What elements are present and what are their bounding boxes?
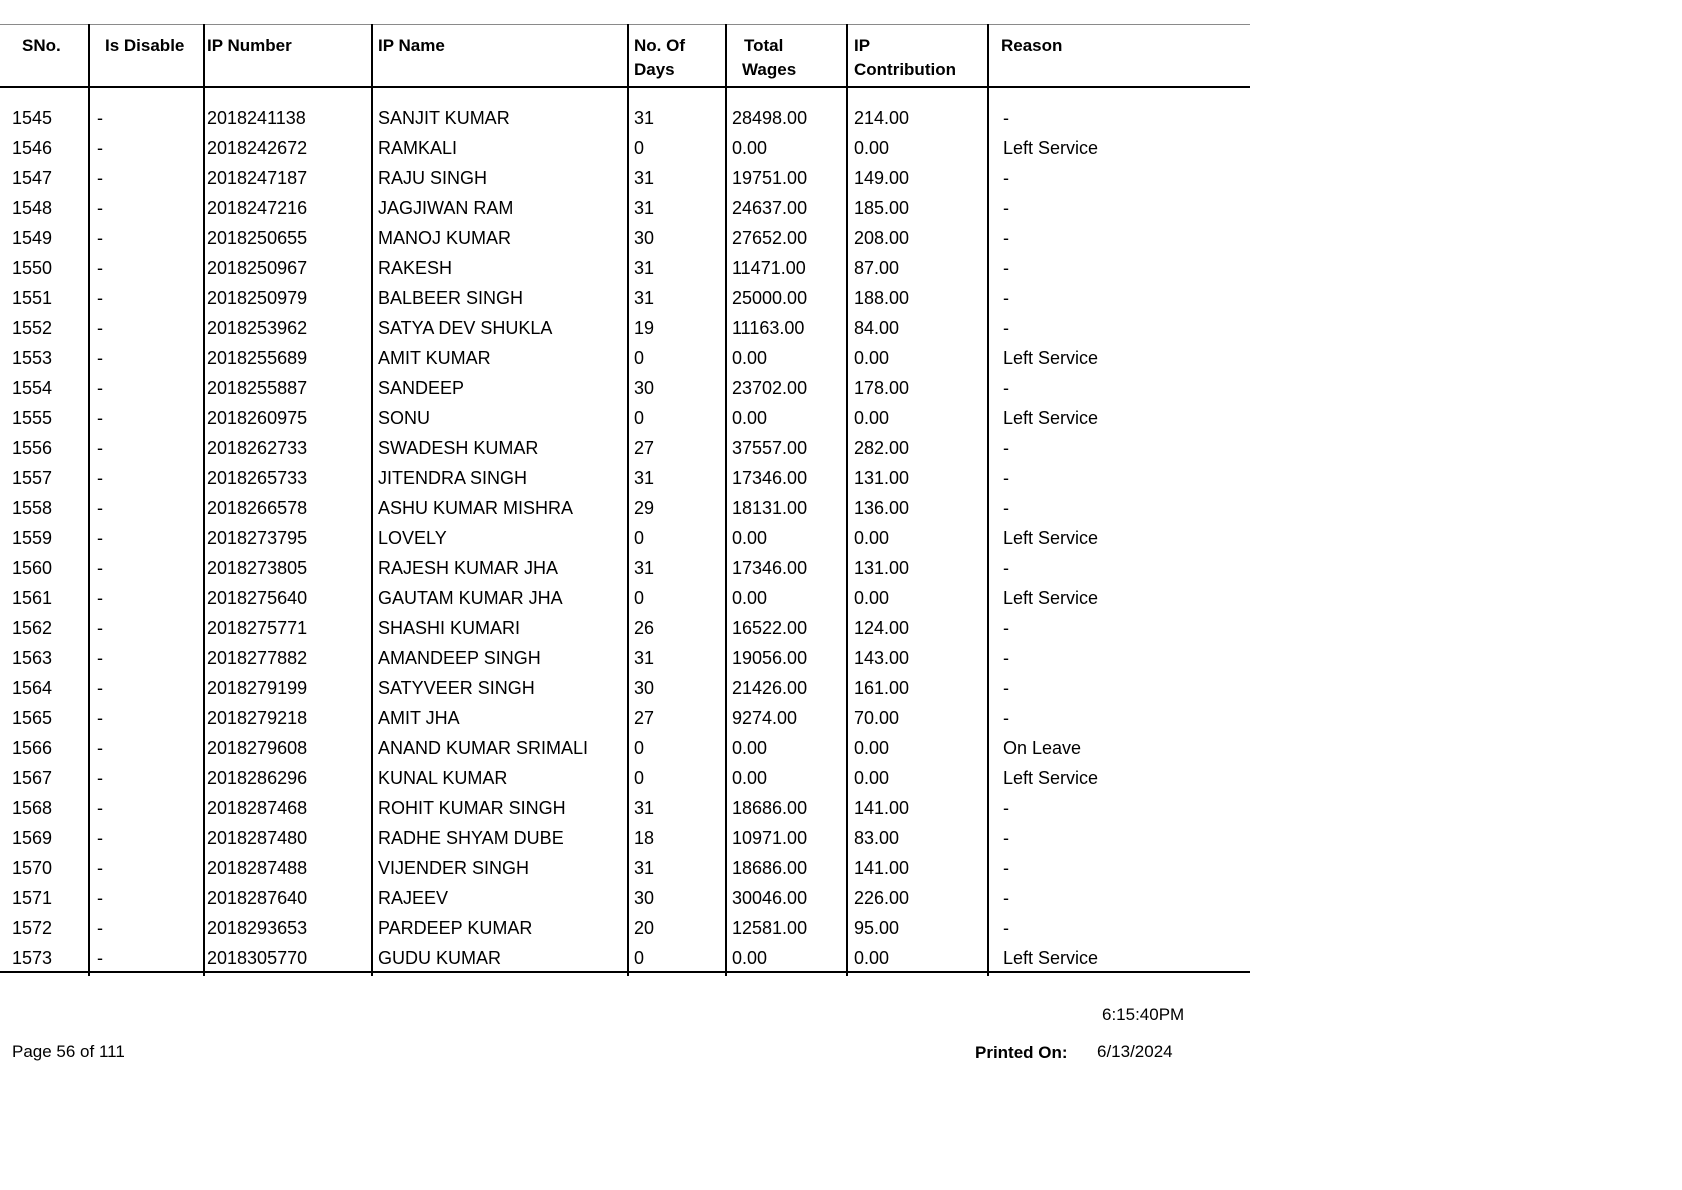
cell-reason: Left Service [1003, 948, 1099, 968]
cell-sno: 1558 [12, 498, 53, 518]
cell-ip-number: 2018273805 [207, 558, 308, 578]
cell-ip-number: 2018247187 [207, 168, 308, 188]
header-bottom-rule [0, 86, 1250, 88]
cell-sno: 1559 [12, 528, 53, 548]
cell-ip-number: 2018275640 [207, 588, 308, 608]
cell-ip-name: MANOJ KUMAR [378, 228, 512, 248]
cell-ip-contribution: 131.00 [854, 558, 910, 578]
cell-ip-name: VIJENDER SINGH [378, 858, 530, 878]
cell-ip-name: SONU [378, 408, 431, 428]
cell-no-of-days: 0 [634, 588, 645, 608]
cell-ip-contribution: 136.00 [854, 498, 910, 518]
cell-total-wages: 18131.00 [732, 498, 808, 518]
cell-sno: 1570 [12, 858, 53, 878]
cell-total-wages: 28498.00 [732, 108, 808, 128]
cell-no-of-days: 27 [634, 708, 655, 728]
cell-no-of-days: 0 [634, 948, 645, 968]
cell-ip-number: 2018293653 [207, 918, 308, 938]
cell-total-wages: 0.00 [732, 948, 768, 968]
cell-reason: Left Service [1003, 588, 1099, 608]
cell-ip-number: 2018273795 [207, 528, 308, 548]
cell-ip-name: ASHU KUMAR MISHRA [378, 498, 574, 518]
cell-ip-contribution: 0.00 [854, 138, 890, 158]
table-row [0, 943, 1250, 973]
cell-ip-number: 2018242672 [207, 138, 308, 158]
cell-total-wages: 0.00 [732, 768, 768, 788]
cell-is-disable: - [97, 858, 103, 878]
cell-total-wages: 21426.00 [732, 678, 808, 698]
cell-reason: - [1003, 918, 1009, 938]
cell-total-wages: 11163.00 [732, 318, 805, 338]
cell-reason: On Leave [1003, 738, 1082, 758]
cell-ip-contribution: 143.00 [854, 648, 910, 668]
cell-ip-number: 2018241138 [207, 108, 306, 128]
header-line: Days [634, 60, 675, 79]
cell-is-disable: - [97, 228, 103, 248]
table-row [0, 553, 1250, 583]
cell-no-of-days: 0 [634, 768, 645, 788]
cell-is-disable: - [97, 108, 103, 128]
cell-sno: 1548 [12, 198, 53, 218]
cell-no-of-days: 31 [634, 288, 655, 308]
cell-is-disable: - [97, 318, 103, 338]
cell-ip-contribution: 141.00 [854, 858, 910, 878]
cell-ip-name: RAMKALI [378, 138, 458, 158]
cell-is-disable: - [97, 888, 103, 908]
cell-no-of-days: 30 [634, 378, 655, 398]
cell-ip-contribution: 0.00 [854, 738, 890, 758]
cell-ip-contribution: 226.00 [854, 888, 910, 908]
cell-ip-name: ROHIT KUMAR SINGH [378, 798, 566, 818]
cell-ip-contribution: 161.00 [854, 678, 910, 698]
cell-ip-name: SANJIT KUMAR [378, 108, 510, 128]
cell-ip-name: PARDEEP KUMAR [378, 918, 533, 938]
cell-no-of-days: 0 [634, 528, 645, 548]
cell-sno: 1556 [12, 438, 53, 458]
cell-no-of-days: 26 [634, 618, 655, 638]
cell-no-of-days: 30 [634, 678, 655, 698]
cell-sno: 1551 [12, 288, 53, 308]
cell-ip-name: RADHE SHYAM DUBE [378, 828, 564, 848]
cell-total-wages: 30046.00 [732, 888, 808, 908]
cell-total-wages: 0.00 [732, 138, 768, 158]
cell-sno: 1547 [12, 168, 53, 188]
cell-sno: 1554 [12, 378, 53, 398]
table-row [0, 853, 1250, 883]
cell-sno: 1573 [12, 948, 53, 968]
table-row [0, 523, 1250, 553]
cell-no-of-days: 0 [634, 348, 645, 368]
header-no-of-days [634, 34, 685, 82]
table-row [0, 463, 1250, 493]
header-ip-number [207, 34, 292, 58]
cell-reason: Left Service [1003, 408, 1099, 428]
cell-is-disable: - [97, 648, 103, 668]
cell-reason: - [1003, 798, 1009, 818]
cell-total-wages: 19751.00 [732, 168, 808, 188]
cell-total-wages: 16522.00 [732, 618, 808, 638]
cell-total-wages: 10971.00 [732, 828, 808, 848]
table-row [0, 763, 1250, 793]
header-line: IP Name [378, 36, 445, 55]
cell-ip-name: AMANDEEP SINGH [378, 648, 541, 668]
cell-sno: 1555 [12, 408, 53, 428]
cell-no-of-days: 20 [634, 918, 655, 938]
cell-is-disable: - [97, 408, 103, 428]
cell-sno: 1552 [12, 318, 53, 338]
header-ip-contribution [854, 34, 956, 82]
cell-no-of-days: 31 [634, 858, 655, 878]
cell-total-wages: 9274.00 [732, 708, 798, 728]
cell-ip-contribution: 87.00 [854, 258, 900, 278]
cell-reason: - [1003, 258, 1009, 278]
table-row [0, 193, 1250, 223]
cell-is-disable: - [97, 138, 103, 158]
cell-is-disable: - [97, 498, 103, 518]
cell-no-of-days: 31 [634, 198, 655, 218]
cell-no-of-days: 27 [634, 438, 655, 458]
cell-reason: - [1003, 888, 1009, 908]
cell-reason: - [1003, 318, 1009, 338]
cell-ip-contribution: 178.00 [854, 378, 910, 398]
cell-total-wages: 0.00 [732, 588, 768, 608]
cell-total-wages: 18686.00 [732, 858, 808, 878]
table-row [0, 163, 1250, 193]
header-line: IP Number [207, 36, 292, 55]
table-row [0, 913, 1250, 943]
cell-ip-contribution: 0.00 [854, 528, 890, 548]
cell-ip-contribution: 185.00 [854, 198, 910, 218]
cell-total-wages: 18686.00 [732, 798, 808, 818]
table-row [0, 643, 1250, 673]
cell-ip-number: 2018277882 [207, 648, 308, 668]
table-row [0, 613, 1250, 643]
cell-is-disable: - [97, 378, 103, 398]
cell-total-wages: 23702.00 [732, 378, 808, 398]
cell-no-of-days: 0 [634, 738, 645, 758]
cell-no-of-days: 19 [634, 318, 655, 338]
cell-ip-name: RAKESH [378, 258, 453, 278]
table-row [0, 343, 1250, 373]
header-line: SNo. [22, 36, 61, 55]
cell-is-disable: - [97, 468, 103, 488]
cell-ip-name: BALBEER SINGH [378, 288, 524, 308]
table-row [0, 223, 1250, 253]
cell-reason: - [1003, 648, 1009, 668]
table-row [0, 583, 1250, 613]
cell-ip-contribution: 124.00 [854, 618, 910, 638]
cell-reason: - [1003, 288, 1009, 308]
cell-reason: Left Service [1003, 348, 1099, 368]
cell-ip-number: 2018250655 [207, 228, 308, 248]
cell-reason: - [1003, 108, 1009, 128]
cell-reason: - [1003, 558, 1009, 578]
cell-ip-name: JITENDRA SINGH [378, 468, 528, 488]
cell-is-disable: - [97, 678, 103, 698]
printed-on-label: Printed On: [975, 1043, 1068, 1062]
cell-reason: - [1003, 468, 1009, 488]
header-line: Contribution [854, 60, 956, 79]
cell-sno: 1560 [12, 558, 53, 578]
cell-ip-number: 2018250979 [207, 288, 308, 308]
cell-ip-number: 2018287488 [207, 858, 308, 878]
cell-sno: 1557 [12, 468, 53, 488]
cell-ip-contribution: 149.00 [854, 168, 910, 188]
table-row [0, 283, 1250, 313]
cell-ip-contribution: 282.00 [854, 438, 910, 458]
cell-ip-number: 2018262733 [207, 438, 308, 458]
table-row [0, 823, 1250, 853]
cell-reason: Left Service [1003, 528, 1099, 548]
cell-is-disable: - [97, 708, 103, 728]
cell-ip-number: 2018253962 [207, 318, 308, 338]
cell-no-of-days: 31 [634, 258, 655, 278]
cell-is-disable: - [97, 198, 103, 218]
cell-total-wages: 17346.00 [732, 558, 808, 578]
cell-total-wages: 25000.00 [732, 288, 808, 308]
cell-sno: 1564 [12, 678, 53, 698]
cell-total-wages: 0.00 [732, 528, 768, 548]
cell-no-of-days: 31 [634, 168, 655, 188]
cell-ip-number: 2018265733 [207, 468, 308, 488]
cell-ip-number: 2018255887 [207, 378, 308, 398]
cell-total-wages: 0.00 [732, 738, 768, 758]
cell-is-disable: - [97, 948, 103, 968]
cell-reason: - [1003, 168, 1009, 188]
cell-reason: - [1003, 438, 1009, 458]
print-time: 6:15:40PM [1102, 1005, 1185, 1024]
cell-sno: 1563 [12, 648, 53, 668]
cell-reason: Left Service [1003, 768, 1099, 788]
table-row [0, 673, 1250, 703]
cell-ip-number: 2018279608 [207, 738, 308, 758]
cell-ip-contribution: 214.00 [854, 108, 910, 128]
cell-ip-number: 2018266578 [207, 498, 308, 518]
cell-ip-name: GUDU KUMAR [378, 948, 502, 968]
page-number: Page 56 of 111 [12, 1042, 125, 1061]
table-row [0, 703, 1250, 733]
printed-on-date: 6/13/2024 [1097, 1042, 1173, 1061]
header-line: Total [744, 36, 784, 55]
cell-reason: - [1003, 828, 1009, 848]
cell-ip-name: RAJESH KUMAR JHA [378, 558, 559, 578]
cell-ip-name: SWADESH KUMAR [378, 438, 539, 458]
table-row [0, 493, 1250, 523]
cell-total-wages: 27652.00 [732, 228, 808, 248]
cell-ip-name: GAUTAM KUMAR JHA [378, 588, 563, 608]
cell-ip-number: 2018279218 [207, 708, 308, 728]
cell-ip-name: RAJU SINGH [378, 168, 488, 188]
cell-total-wages: 0.00 [732, 408, 768, 428]
cell-no-of-days: 31 [634, 468, 655, 488]
table-row [0, 313, 1250, 343]
cell-ip-name: AMIT JHA [378, 708, 460, 728]
cell-reason: - [1003, 678, 1009, 698]
header-reason [1001, 34, 1062, 58]
cell-ip-contribution: 0.00 [854, 588, 890, 608]
cell-ip-contribution: 0.00 [854, 948, 890, 968]
cell-ip-contribution: 0.00 [854, 768, 890, 788]
cell-is-disable: - [97, 918, 103, 938]
cell-sno: 1562 [12, 618, 53, 638]
cell-ip-number: 2018287640 [207, 888, 308, 908]
cell-ip-number: 2018255689 [207, 348, 308, 368]
cell-sno: 1567 [12, 768, 53, 788]
cell-sno: 1565 [12, 708, 53, 728]
table-row [0, 133, 1250, 163]
cell-is-disable: - [97, 618, 103, 638]
cell-ip-contribution: 83.00 [854, 828, 900, 848]
cell-no-of-days: 30 [634, 888, 655, 908]
table-row [0, 373, 1250, 403]
cell-reason: - [1003, 858, 1009, 878]
table-row [0, 403, 1250, 433]
cell-reason: - [1003, 378, 1009, 398]
cell-sno: 1569 [12, 828, 53, 848]
cell-ip-number: 2018305770 [207, 948, 308, 968]
header-line: Is Disable [105, 36, 185, 55]
table-row [0, 253, 1250, 283]
cell-ip-name: SATYVEER SINGH [378, 678, 535, 698]
table-top-rule [0, 24, 1250, 25]
cell-is-disable: - [97, 588, 103, 608]
cell-total-wages: 12581.00 [732, 918, 808, 938]
cell-reason: - [1003, 708, 1009, 728]
cell-total-wages: 24637.00 [732, 198, 808, 218]
cell-ip-name: RAJEEV [378, 888, 449, 908]
cell-ip-contribution: 84.00 [854, 318, 900, 338]
cell-no-of-days: 0 [634, 408, 645, 428]
cell-reason: Left Service [1003, 138, 1099, 158]
header-line: IP [854, 36, 871, 55]
table-row [0, 103, 1250, 133]
cell-is-disable: - [97, 768, 103, 788]
cell-no-of-days: 18 [634, 828, 655, 848]
cell-is-disable: - [97, 258, 103, 278]
cell-total-wages: 19056.00 [732, 648, 808, 668]
table-row [0, 733, 1250, 763]
cell-no-of-days: 0 [634, 138, 645, 158]
cell-ip-number: 2018279199 [207, 678, 308, 698]
table-row [0, 793, 1250, 823]
cell-ip-name: SHASHI KUMARI [378, 618, 521, 638]
header-total-wages [742, 34, 796, 82]
cell-reason: - [1003, 198, 1009, 218]
cell-ip-contribution: 0.00 [854, 348, 890, 368]
cell-sno: 1550 [12, 258, 53, 278]
cell-sno: 1572 [12, 918, 53, 938]
cell-is-disable: - [97, 288, 103, 308]
cell-ip-name: AMIT KUMAR [378, 348, 491, 368]
cell-ip-number: 2018287480 [207, 828, 308, 848]
table-row [0, 433, 1250, 463]
cell-ip-name: LOVELY [378, 528, 447, 548]
cell-ip-name: JAGJIWAN RAM [378, 198, 514, 218]
cell-is-disable: - [97, 738, 103, 758]
cell-ip-contribution: 131.00 [854, 468, 910, 488]
cell-ip-number: 2018287468 [207, 798, 308, 818]
cell-ip-number: 2018260975 [207, 408, 308, 428]
cell-ip-name: ANAND KUMAR SRIMALI [378, 738, 589, 758]
cell-ip-number: 2018286296 [207, 768, 308, 788]
cell-is-disable: - [97, 798, 103, 818]
cell-ip-name: SANDEEP [378, 378, 465, 398]
cell-sno: 1566 [12, 738, 53, 758]
cell-sno: 1549 [12, 228, 53, 248]
cell-sno: 1545 [12, 108, 53, 128]
cell-no-of-days: 30 [634, 228, 655, 248]
header-line: Reason [1001, 36, 1063, 55]
cell-ip-contribution: 141.00 [854, 798, 910, 818]
header-is-disable [105, 34, 184, 58]
cell-no-of-days: 29 [634, 498, 655, 518]
cell-sno: 1568 [12, 798, 53, 818]
cell-sno: 1546 [12, 138, 53, 158]
cell-is-disable: - [97, 438, 103, 458]
cell-ip-contribution: 208.00 [854, 228, 910, 248]
cell-ip-name: KUNAL KUMAR [378, 768, 508, 788]
cell-sno: 1561 [12, 588, 53, 608]
cell-reason: - [1003, 228, 1009, 248]
cell-reason: - [1003, 618, 1009, 638]
cell-ip-contribution: 188.00 [854, 288, 910, 308]
cell-ip-number: 2018250967 [207, 258, 308, 278]
cell-no-of-days: 31 [634, 798, 655, 818]
cell-is-disable: - [97, 348, 103, 368]
cell-total-wages: 11471.00 [732, 258, 806, 278]
header-line: No. Of [634, 36, 685, 55]
header-sno [22, 34, 61, 58]
cell-sno: 1553 [12, 348, 53, 368]
cell-ip-number: 2018275771 [207, 618, 308, 638]
cell-is-disable: - [97, 558, 103, 578]
table-row [0, 883, 1250, 913]
cell-sno: 1571 [12, 888, 53, 908]
header-ip-name [378, 34, 445, 58]
cell-ip-number: 2018247216 [207, 198, 308, 218]
cell-ip-contribution: 95.00 [854, 918, 900, 938]
cell-ip-contribution: 0.00 [854, 408, 890, 428]
cell-is-disable: - [97, 528, 103, 548]
cell-is-disable: - [97, 828, 103, 848]
cell-no-of-days: 31 [634, 648, 655, 668]
cell-total-wages: 0.00 [732, 348, 768, 368]
cell-no-of-days: 31 [634, 108, 655, 128]
header-line: Wages [742, 60, 797, 79]
cell-total-wages: 17346.00 [732, 468, 808, 488]
cell-ip-contribution: 70.00 [854, 708, 900, 728]
cell-ip-name: SATYA DEV SHUKLA [378, 318, 553, 338]
cell-reason: - [1003, 498, 1009, 518]
cell-is-disable: - [97, 168, 103, 188]
cell-no-of-days: 31 [634, 558, 655, 578]
cell-total-wages: 37557.00 [732, 438, 808, 458]
